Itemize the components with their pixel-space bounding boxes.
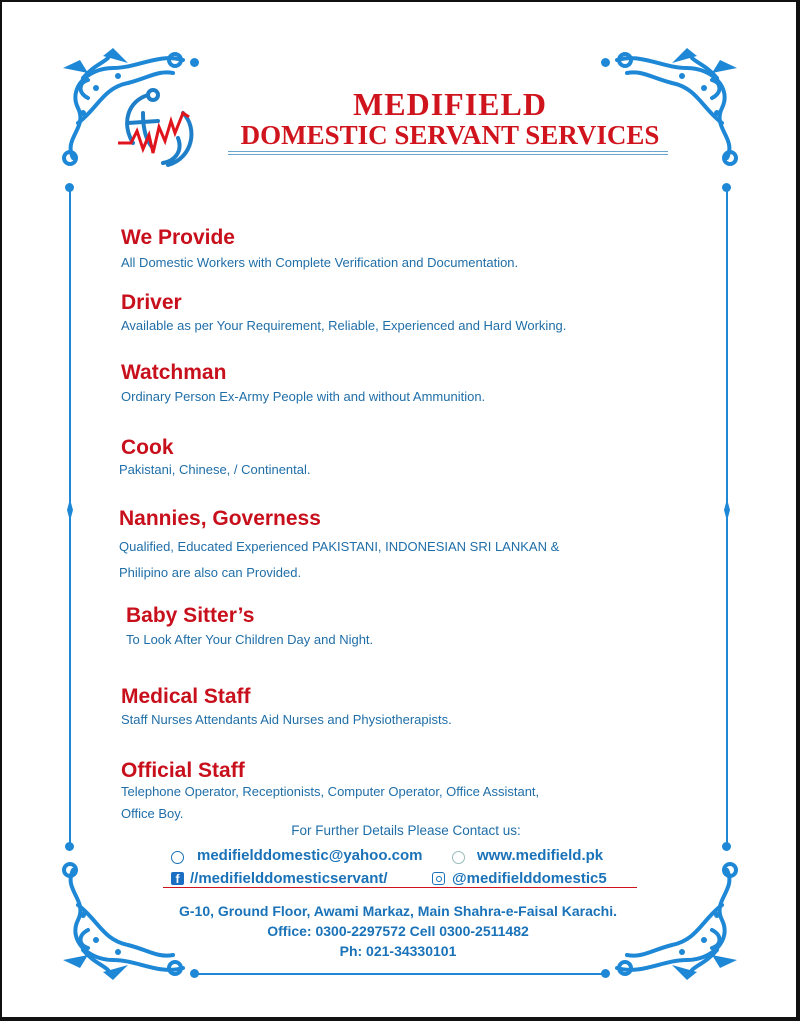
section-heading-we-provide: We Provide [121,226,235,249]
section-text: Staff Nurses Attendants Aid Nurses and Physiotherapists. [121,712,452,727]
facebook-link[interactable]: //medifielddomesticservant/ [190,870,388,887]
landline-phone: Ph: 021-34330101 [339,943,457,959]
section-text: Office Boy. [121,806,184,821]
frame-dot [65,183,74,192]
section-heading-cook: Cook [121,436,174,459]
section-heading-watchman: Watchman [121,361,227,384]
section-heading-baby-sitters: Baby Sitter’s [126,604,255,627]
section-heading-official-staff: Official Staff [121,759,245,782]
frame-bottom-line [195,973,605,975]
frame-dot [722,183,731,192]
web-icon [452,851,465,864]
frame-dot [722,842,731,851]
instagram-icon [432,872,445,885]
brand-title: MEDIFIELD [353,86,547,122]
section-text: To Look After Your Children Day and Night. [126,632,374,647]
title-underline [228,154,668,155]
website-link[interactable]: www.medifield.pk [477,847,604,864]
contact-divider [163,887,637,888]
logo-globe-heartbeat-icon [113,83,205,171]
section-heading-nannies: Nannies, Governess [119,507,321,530]
section-heading-driver: Driver [121,291,182,314]
email-icon [171,851,184,864]
frame-dot [65,842,74,851]
section-text: Available as per Your Requirement, Reliable, Experienced and Hard Working. [121,318,567,333]
section-text: Qualified, Educated Experienced PAKISTANI, INDONESIAN SRI LANKAN & [119,539,560,554]
title-underline [228,151,668,152]
section-text: All Domestic Workers with Complete Verification and Documentation. [121,255,519,270]
frame-top-line [190,62,610,64]
section-text: Ordinary Person Ex-Army People with and without Ammunition. [121,389,486,404]
address: G-10, Ground Floor, Awami Markaz, Main Shahra-e-Faisal Karachi. [178,903,617,919]
section-text: Philipino are also can Provided. [119,565,302,580]
section-heading-medical-staff: Medical Staff [121,685,251,708]
section-text: Telephone Operator, Receptionists, Computer Operator, Office Assistant, [121,784,540,799]
facebook-icon: f [171,872,184,885]
brand-subtitle: DOMESTIC SERVANT SERVICES [240,120,660,150]
instagram-link[interactable]: @medifielddomestic5 [452,870,607,887]
contact-intro: For Further Details Please Contact us: [291,823,521,838]
office-phone: Office: 0300-2297572 Cell 0300-2511482 [267,923,529,939]
email-link[interactable]: medifielddomestic@yahoo.com [197,847,423,864]
section-text: Pakistani, Chinese, / Continental. [119,462,311,477]
